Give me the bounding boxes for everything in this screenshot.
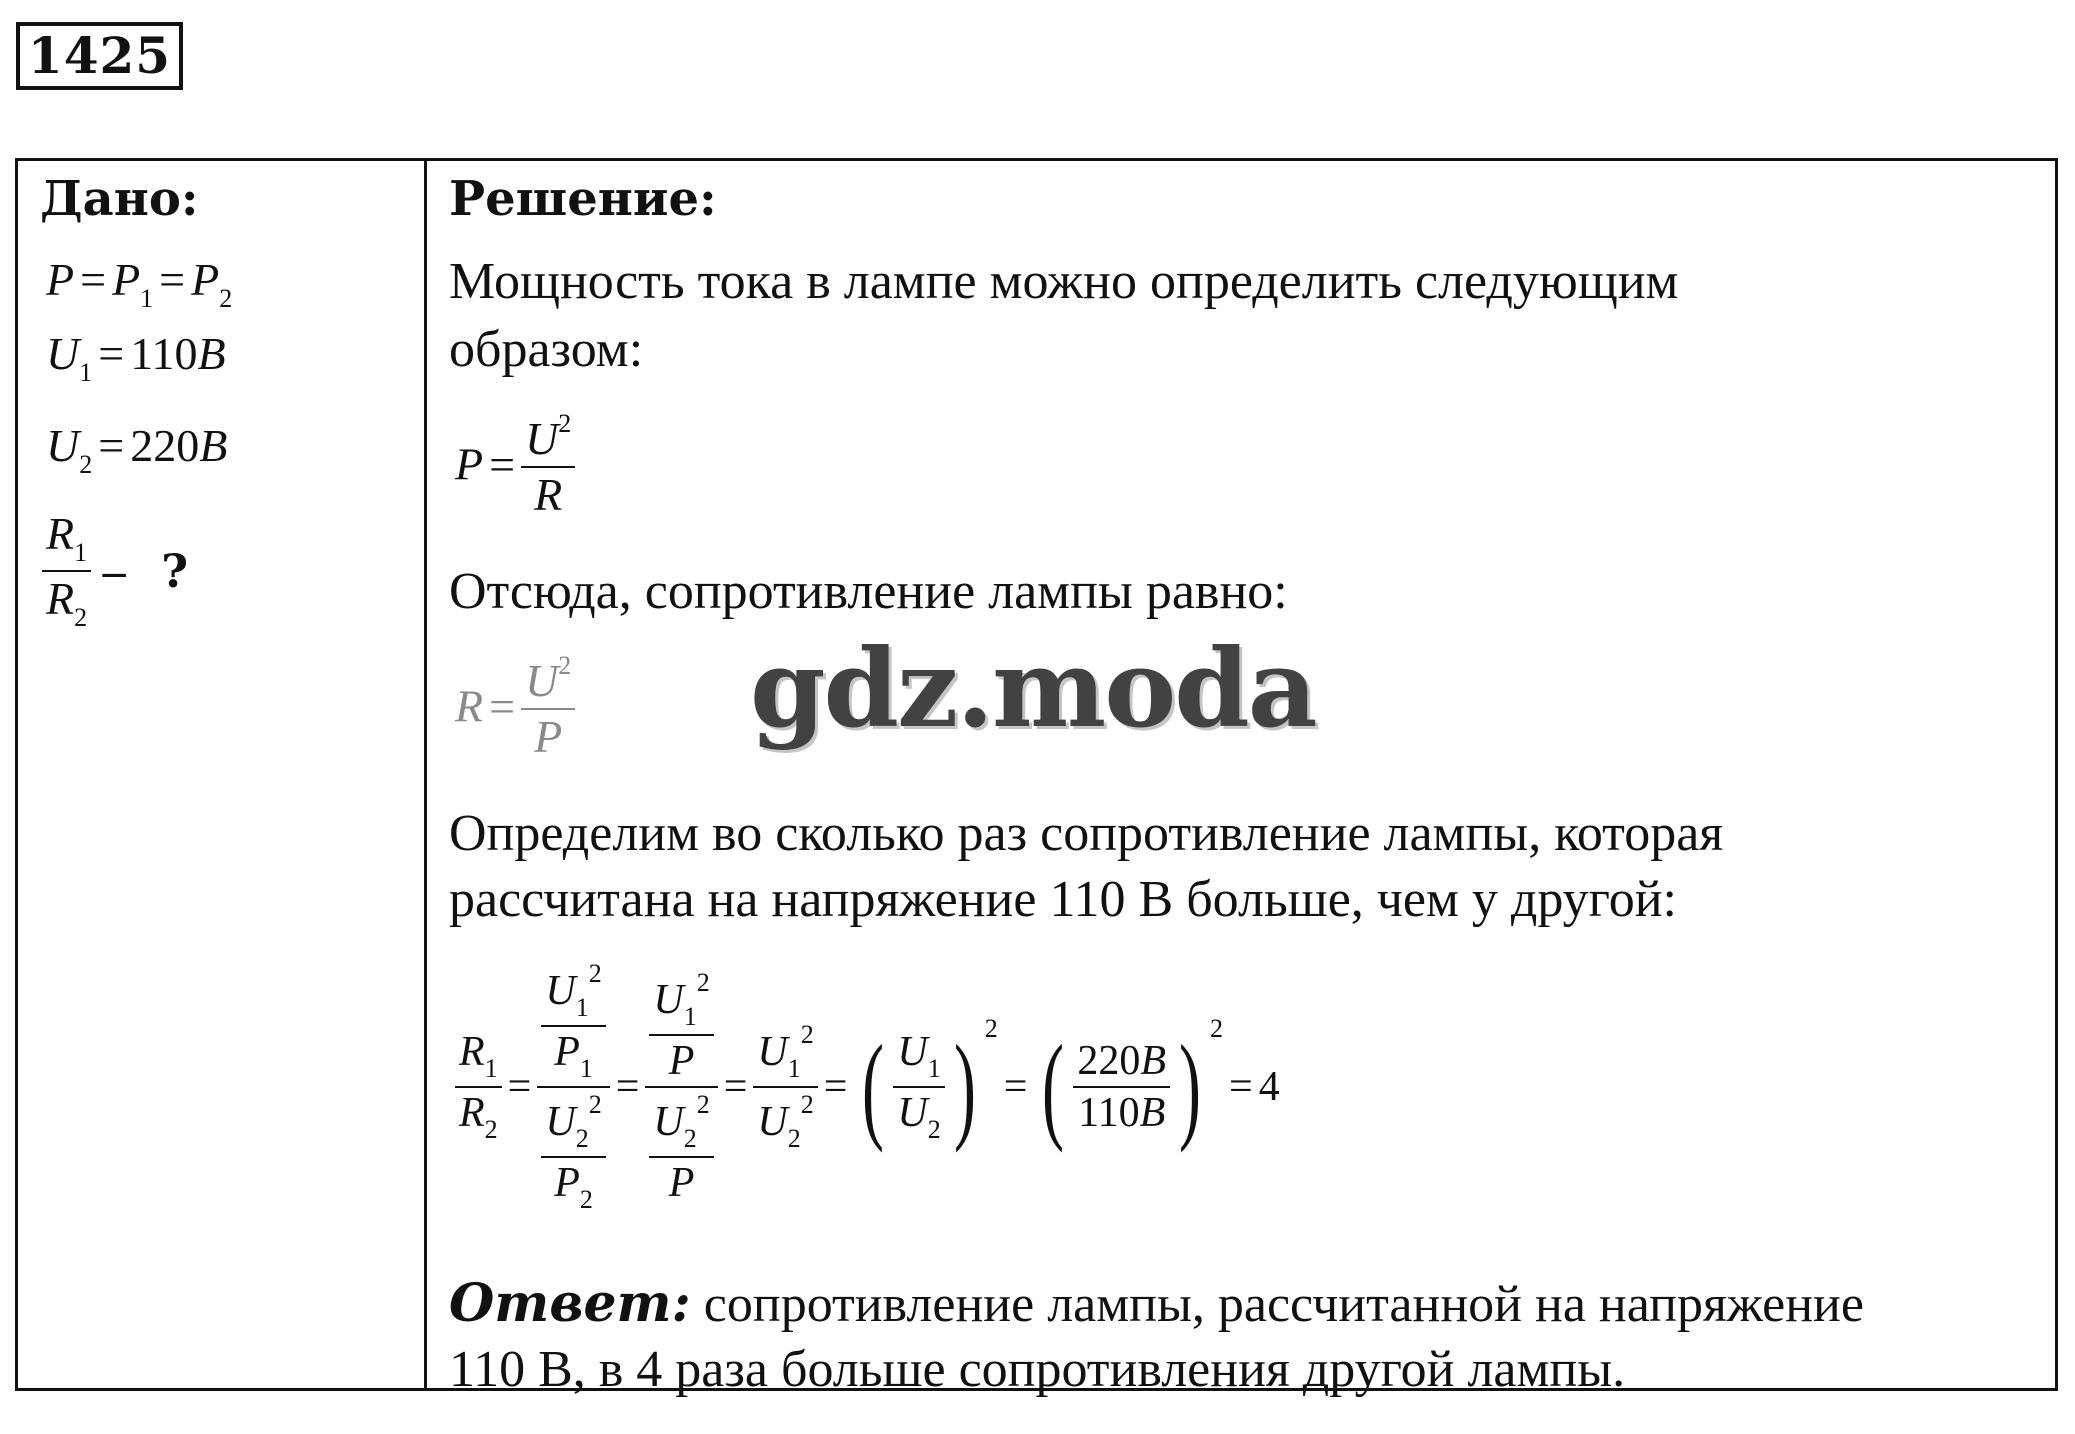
- solution-text-3a: Определим во сколько раз сопротивление лампы, которая: [449, 805, 1724, 862]
- solution-column: [427, 161, 2055, 1398]
- find-resistance-ratio: $\frac{R_1}{R_2}$ – ?: [42, 511, 188, 631]
- formula-power: P = $\frac{U^2}{R}$: [455, 411, 575, 518]
- solution-text-2: Отсюда, сопротивление лампы равно:: [449, 563, 1288, 620]
- given-column: [18, 161, 424, 1388]
- given-heading: Дано:: [40, 171, 199, 227]
- answer-line-2: 110 В, в 4 раза больше сопротивления другой лампы.: [449, 1341, 1626, 1398]
- solution-text-3b: рассчитана на напряжение 110 В больше, чем у другой:: [449, 871, 1677, 928]
- watermark-logo: gdz.moda: [750, 626, 1316, 752]
- formula-resistance: R = $\frac{U^2}{P}$: [455, 653, 575, 760]
- solution-text-1a: Мощность тока в лампе можно определить следующим: [449, 253, 1679, 310]
- given-voltage-2: $U_2 = 220B$: [46, 420, 228, 479]
- solution-heading: Решение:: [449, 171, 717, 227]
- given-power-equality: $P = P_1 = P_2$: [46, 254, 233, 313]
- solution-text-1b: образом:: [449, 321, 644, 378]
- formula-ratio: $\frac{R_1}{R_2}$ = $\frac{\frac{U_1^2}{P_1}}{\frac{U_2^2}{P_2}}$ = $\frac{\frac{U_1^2}{P}}{\frac{U_2^2}{P}}$ = $\frac{U_1^2}{U_2^2}$ = ( $\frac{U_1}{U_2}$ ) 2= ( $\frac{220B}{110B}$ ) 2= 4: [455, 961, 1280, 1213]
- answer-label: Ответ:: [449, 1273, 691, 1334]
- problem-number: 1425: [16, 22, 183, 90]
- solution-table: [15, 158, 2058, 1398]
- given-voltage-1: $U_1 = 110B$: [46, 328, 226, 387]
- answer-line-1: Ответ: сопротивление лампы, рассчитанной на напряжение: [449, 1273, 1864, 1334]
